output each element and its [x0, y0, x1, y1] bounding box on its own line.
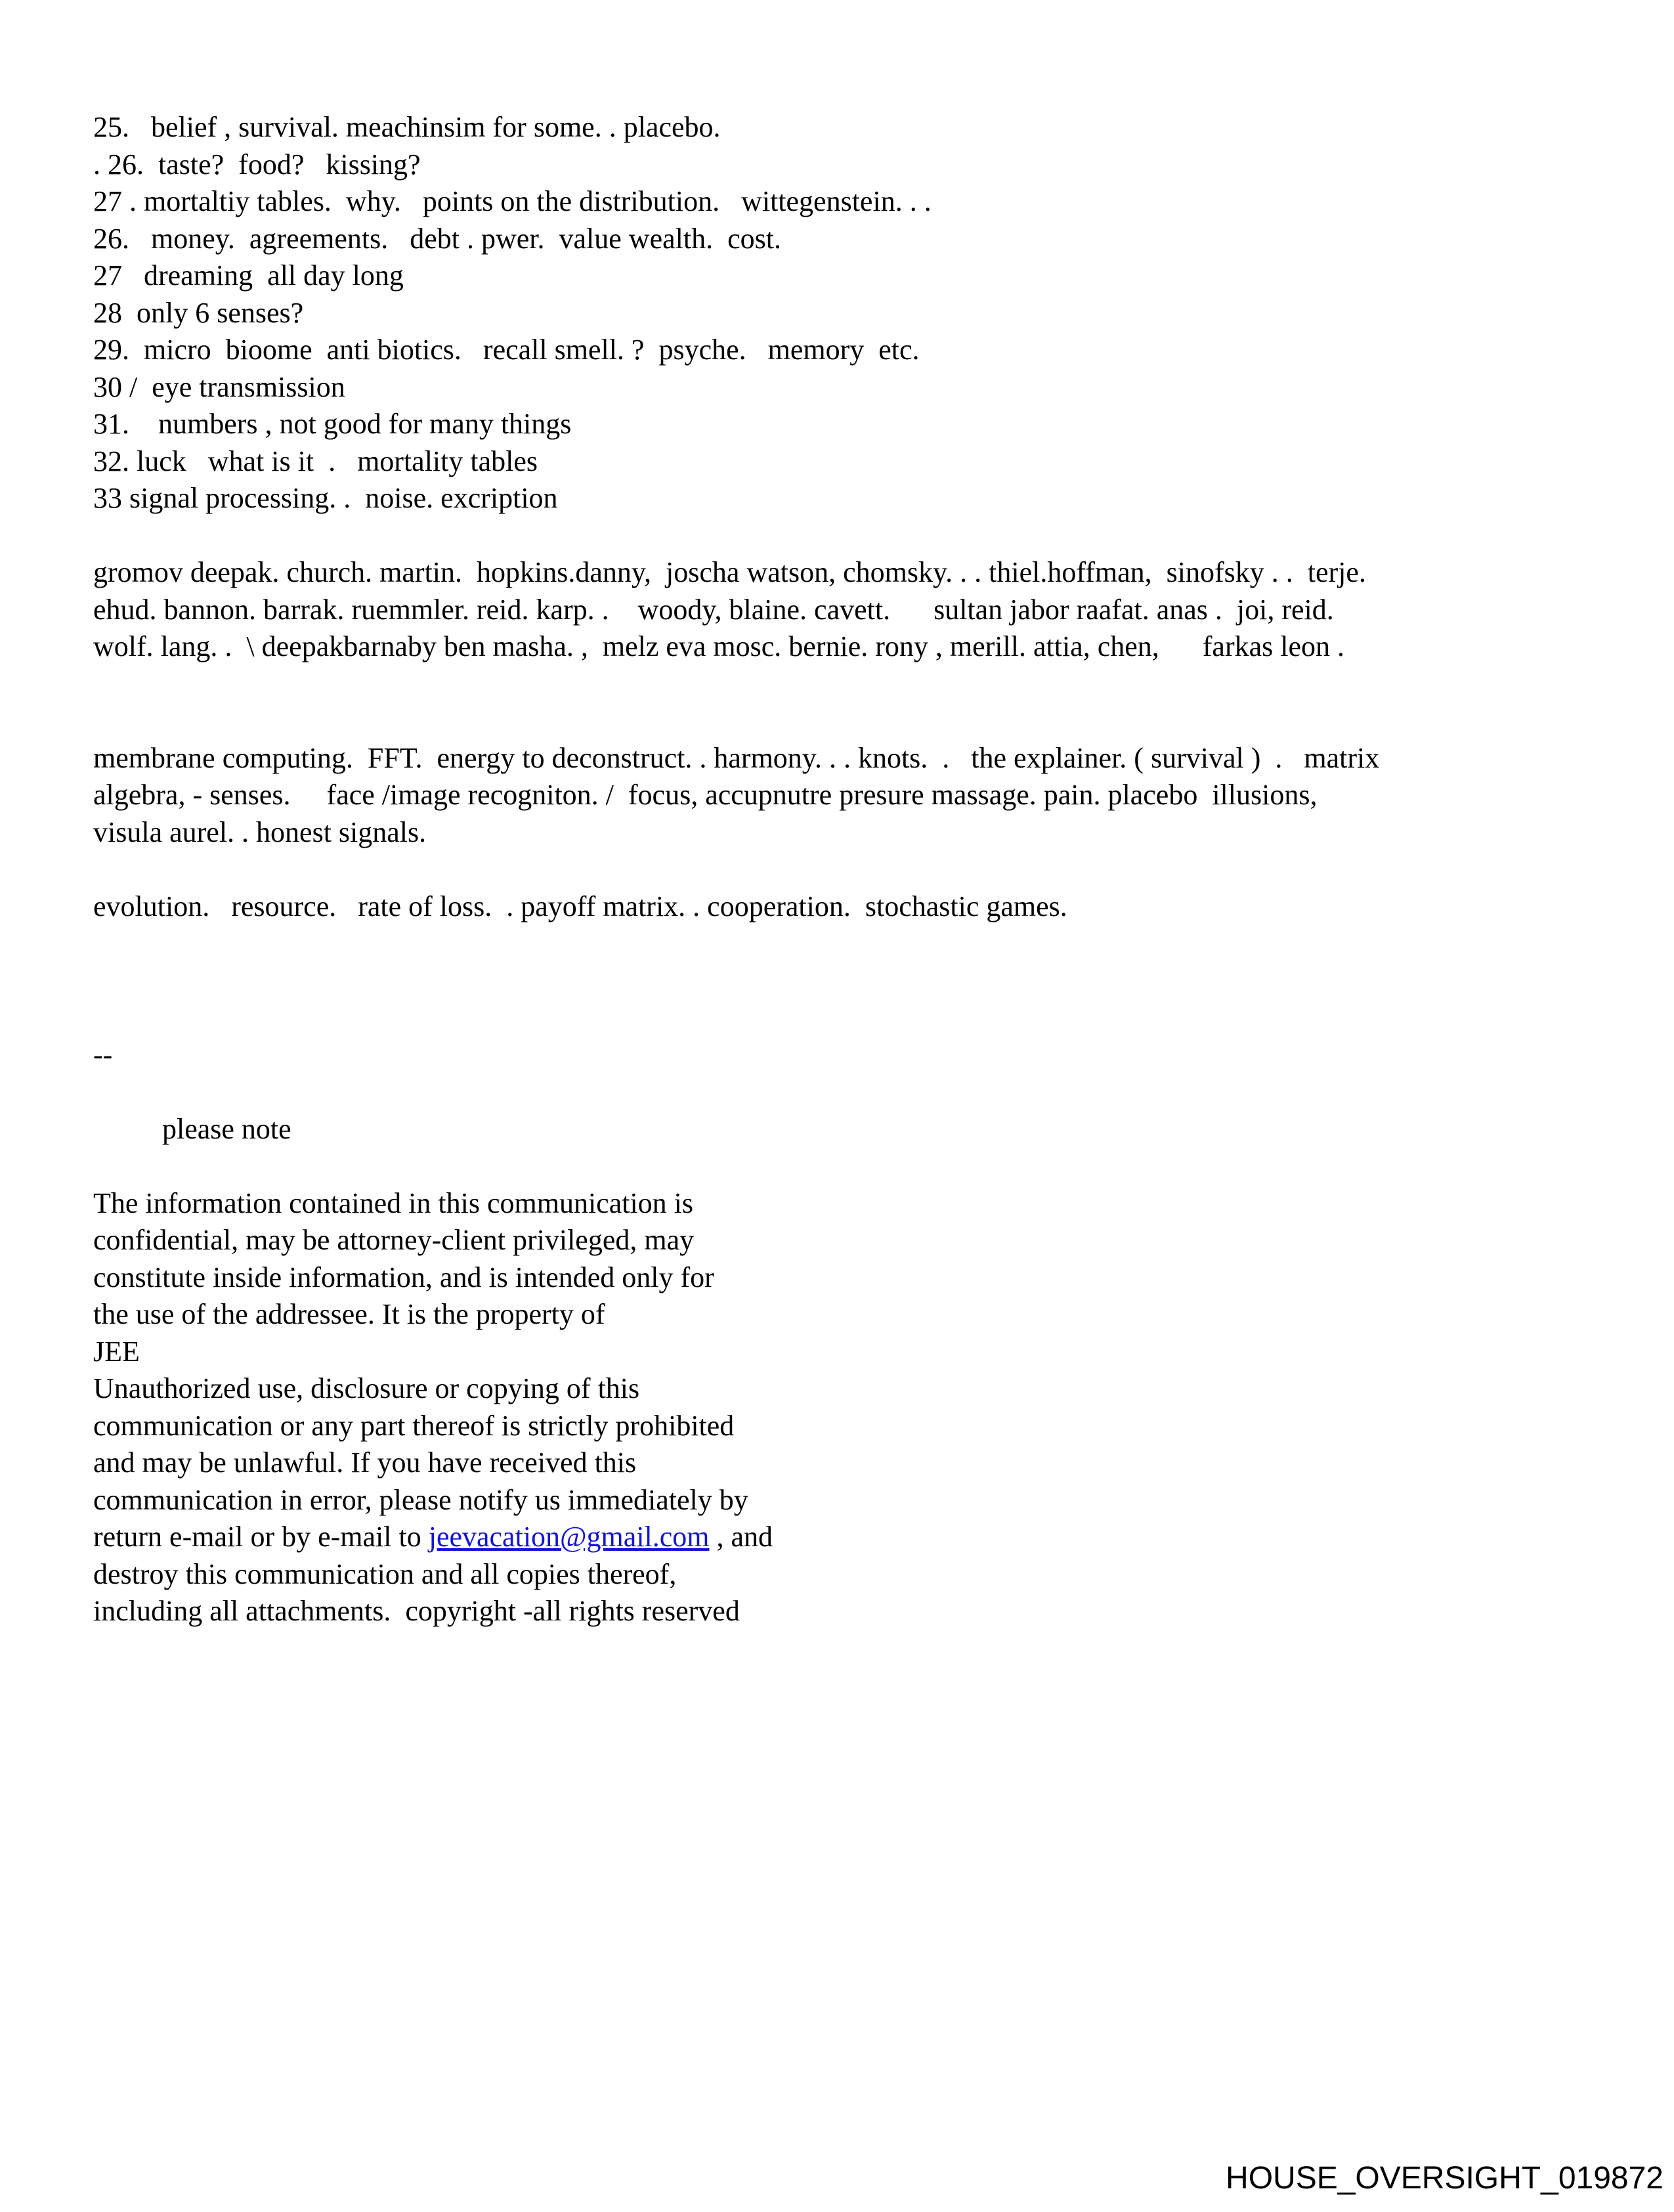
email-link[interactable]: jeevacation@gmail.com	[428, 1521, 710, 1553]
signature-separator: --	[93, 1038, 113, 1071]
disclaimer-text: , and	[709, 1521, 773, 1553]
blank-line	[93, 703, 1656, 740]
names-line: gromov deepak. church. martin. hopkins.danny, joscha watson, chomsky. . . thiel.hoffman, sinofsky . . terje.	[93, 556, 1366, 588]
disclaimer-email-line	[93, 1519, 1656, 1556]
disclaimer-line: destroy this communication and all copies thereof,	[93, 1557, 677, 1590]
disclaimer-line: confidential, may be attorney-client privileged, may	[93, 1224, 695, 1256]
disclaimer-line: constitute inside information, and is intended only for	[93, 1261, 714, 1293]
disclaimer-line: communication or any part thereof is strictly prohibited	[93, 1409, 735, 1442]
topics-line: visula aurel. . honest signals.	[93, 815, 427, 848]
blank-line	[93, 999, 1656, 1037]
disclaimer-line: the use of the addressee. It is the property of	[93, 1298, 605, 1330]
topics-line: membrane computing. FFT. energy to deconstruct. . harmony. . . knots. . the explainer. ( survival ) . matrix	[93, 741, 1380, 774]
blank-line	[93, 963, 1656, 1000]
blank-line	[93, 517, 1656, 555]
disclaimer-line: and may be unlawful. If you have received this	[93, 1446, 637, 1479]
list-item-28: 28 only 6 senses?	[93, 296, 304, 329]
list-item-33: 33 signal processing. . noise. excription	[93, 482, 558, 514]
list-item-32: 32. luck what is it . mortality tables	[93, 445, 538, 477]
blank-line	[93, 666, 1656, 703]
list-item-27b: 27 dreaming all day long	[93, 259, 404, 292]
list-item-27a: 27 . mortaltiy tables. why. points on the distribution. wittegenstein. . .	[93, 185, 932, 217]
disclaimer-line: The information contained in this communication is	[93, 1186, 694, 1219]
please-note-label: please note	[162, 1112, 291, 1145]
disclaimer-line: Unauthorized use, disclosure or copying of this	[93, 1372, 640, 1404]
list-item-30: 30 / eye transmission	[93, 370, 345, 403]
list-item-29: 29. micro bioome anti biotics. recall smell. ? psyche. memory etc.	[93, 334, 920, 366]
disclaimer-text: return e-mail or by e-mail to	[93, 1521, 429, 1553]
list-item-31: 31. numbers , not good for many things	[93, 408, 572, 440]
disclaimer-line: JEE	[93, 1335, 140, 1368]
disclaimer-line: including all attachments. copyright -all rights reserved	[93, 1595, 740, 1627]
names-line: wolf. lang. . \ deepakbarnaby ben masha. , melz eva mosc. bernie. rony , merill. attia, chen, farkas leon .	[93, 630, 1345, 662]
blank-line	[93, 851, 1656, 888]
blank-line	[93, 1073, 1656, 1111]
disclaimer-line: communication in error, please notify us immediately by	[93, 1483, 748, 1516]
topics-line: algebra, - senses. face /image recogniton. / focus, accupnutre presure massage. pain. placebo illusions,	[93, 779, 1318, 811]
list-item-26b: 26. money. agreements. debt . pwer. value wealth. cost.	[93, 222, 781, 255]
document-body	[93, 109, 1656, 1630]
games-line: evolution. resource. rate of loss. . payoff matrix. . cooperation. stochastic games.	[93, 890, 1067, 922]
blank-line	[93, 1148, 1656, 1185]
list-item-26a: . 26. taste? food? kissing?	[93, 148, 421, 181]
blank-line	[93, 925, 1656, 963]
bates-number: HOUSE_OVERSIGHT_019872	[1226, 2161, 1663, 2196]
list-item-25: 25. belief , survival. meachinsim for some. . placebo.	[93, 111, 721, 143]
names-line: ehud. bannon. barrak. ruemmler. reid. karp. . woody, blaine. cavett. sultan jabor raafat. anas . joi, reid.	[93, 593, 1334, 626]
